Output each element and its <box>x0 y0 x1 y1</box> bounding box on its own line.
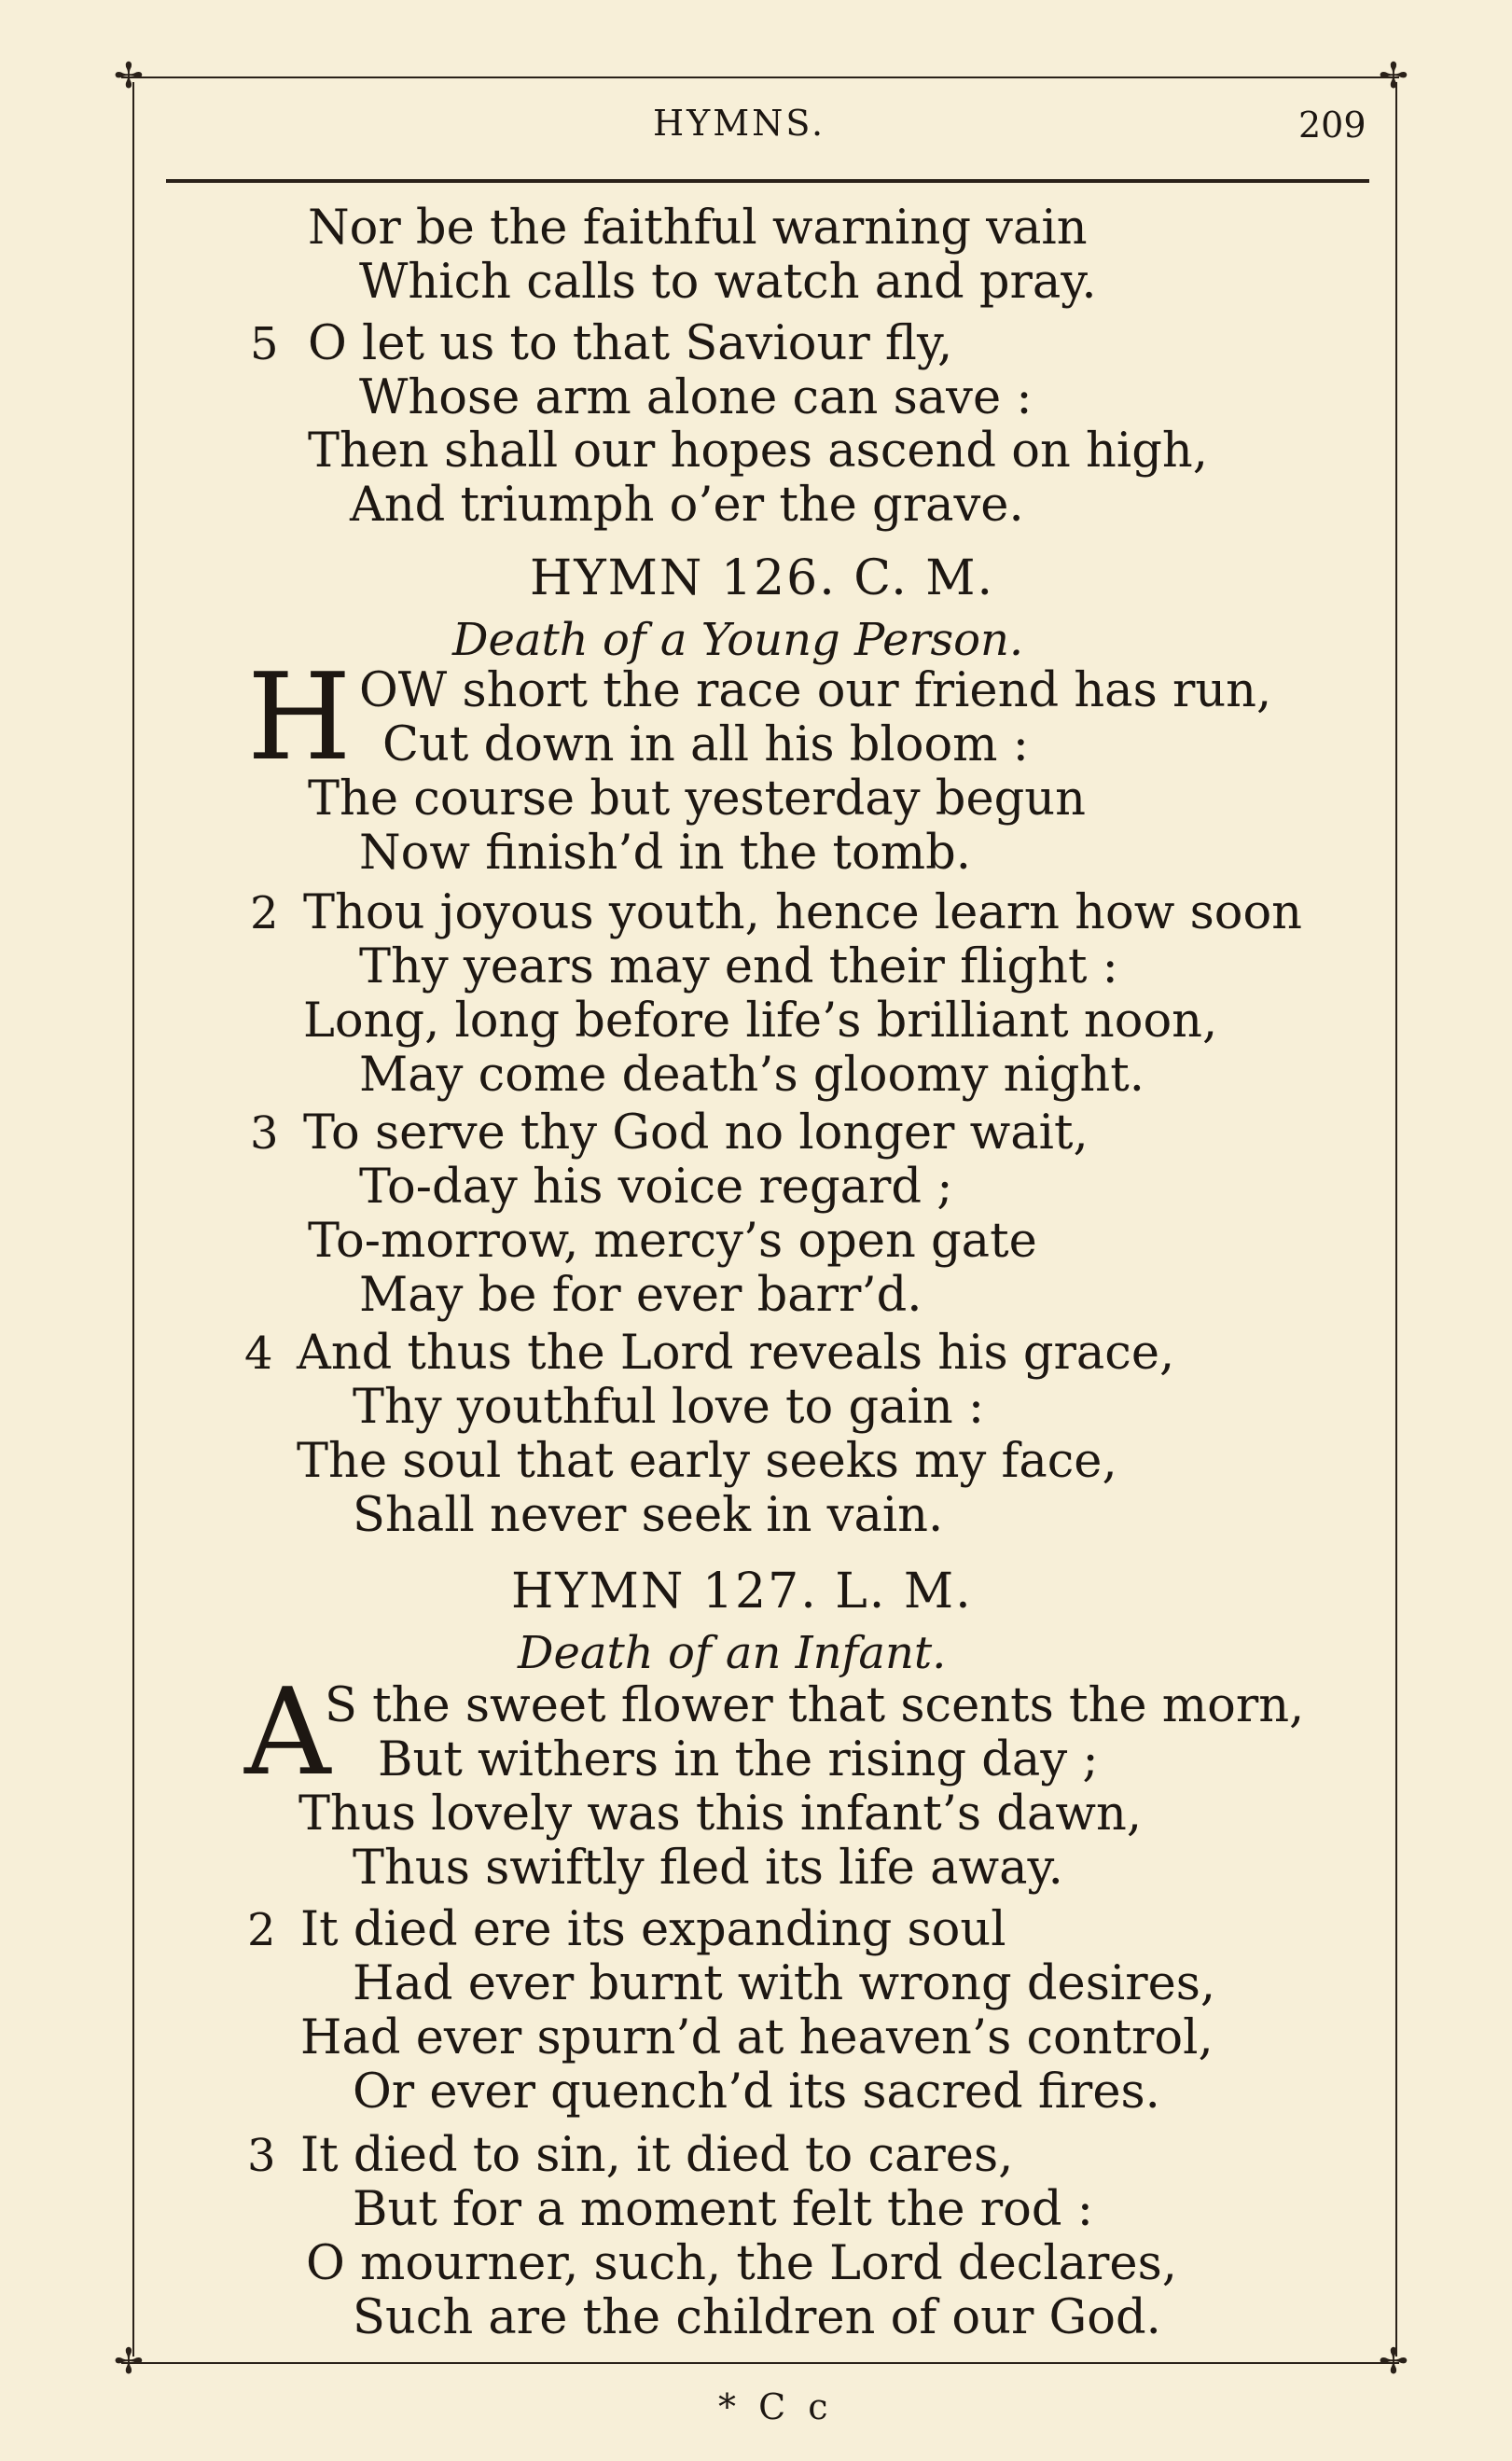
verse-line: Thus lovely was this infant’s dawn, <box>298 1787 1143 1842</box>
verse-line: Such are the children of our God. <box>353 2290 1161 2345</box>
verse-line: Whose arm alone can save : <box>359 370 1033 425</box>
hymn-subtitle: Death of a Young Person. <box>452 614 1024 666</box>
verse-line: May be for ever barr’d. <box>359 1268 922 1323</box>
stanza-number: 5 <box>250 318 279 370</box>
stanza-number: 2 <box>250 887 279 939</box>
running-head: HYMNS. <box>653 103 826 144</box>
verse-line: It died ere its expanding soul <box>300 1902 1006 1957</box>
verse-line: Had ever burnt with wrong desires, <box>353 1956 1216 2011</box>
verse-line: To-morrow, mercy’s open gate <box>308 1214 1037 1269</box>
drop-capital: H <box>247 648 352 787</box>
hymn-title: HYMN 127. L. M. <box>511 1564 973 1620</box>
right-border-rule <box>1395 82 1397 2357</box>
verse-line: But withers in the rising day ; <box>378 1732 1099 1787</box>
printer-signature: * C c <box>718 2386 834 2427</box>
header-rule <box>166 179 1369 183</box>
corner-ornament-icon: ✢ <box>1379 2341 1408 2382</box>
top-border-rule <box>121 76 1399 78</box>
verse-line: It died to sin, it died to cares, <box>300 2128 1014 2183</box>
verse-line: The course but yesterday begun <box>308 772 1086 827</box>
verse-line: Thou joyous youth, hence learn how soon <box>303 885 1303 940</box>
verse-line: O mourner, such, the Lord declares, <box>306 2236 1177 2291</box>
verse-line: And thus the Lord reveals his grace, <box>297 1326 1175 1381</box>
verse-line: To serve thy God no longer wait, <box>303 1105 1089 1161</box>
left-border-rule <box>132 82 134 2357</box>
verse-line: The soul that early seeks my face, <box>297 1434 1117 1489</box>
bottom-border-rule <box>121 2362 1399 2364</box>
verse-line: Or ever quench’d its sacred fires. <box>353 2065 1160 2120</box>
verse-line: Now finish’d in the tomb. <box>359 826 971 881</box>
verse-line: Cut down in all his bloom : <box>382 717 1029 772</box>
drop-capital: A <box>244 1663 331 1802</box>
corner-ornament-icon: ✢ <box>114 55 144 96</box>
verse-line: May come death’s gloomy night. <box>359 1048 1144 1103</box>
verse-line: But for a moment felt the rod : <box>353 2182 1093 2237</box>
verse-line: Thus swiftly fled its life away. <box>353 1841 1063 1896</box>
stanza-number: 4 <box>244 1328 273 1380</box>
stanza-number: 3 <box>247 2130 276 2182</box>
corner-ornament-icon: ✢ <box>1379 55 1408 96</box>
verse-line: Thy youthful love to gain : <box>353 1380 985 1435</box>
verse-line: OW short the race our friend has run, <box>359 663 1272 718</box>
stanza-number: 2 <box>247 1904 276 1956</box>
page-number: 209 <box>1298 104 1366 146</box>
verse-line: Then shall our hopes ascend on high, <box>308 424 1208 479</box>
verse-line: Shall never seek in vain. <box>353 1488 944 1543</box>
verse-line: Which calls to watch and pray. <box>359 255 1097 310</box>
hymn-title: HYMN 126. C. M. <box>530 550 995 606</box>
verse-line: Nor be the faithful warning vain <box>308 201 1088 256</box>
stanza-number: 3 <box>250 1107 279 1160</box>
verse-line: To-day his voice regard ; <box>359 1160 953 1215</box>
verse-line: And triumph o’er the grave. <box>350 478 1024 533</box>
verse-line: Thy years may end their flight : <box>359 939 1118 994</box>
corner-ornament-icon: ✢ <box>114 2341 144 2382</box>
hymn-subtitle: Death of an Infant. <box>518 1627 947 1679</box>
verse-line: S the sweet flower that scents the morn, <box>325 1678 1305 1733</box>
verse-line: Long, long before life’s brilliant noon, <box>303 994 1218 1049</box>
verse-line: Had ever spurn’d at heaven’s control, <box>300 2010 1214 2065</box>
verse-line: O let us to that Saviour fly, <box>308 316 953 371</box>
